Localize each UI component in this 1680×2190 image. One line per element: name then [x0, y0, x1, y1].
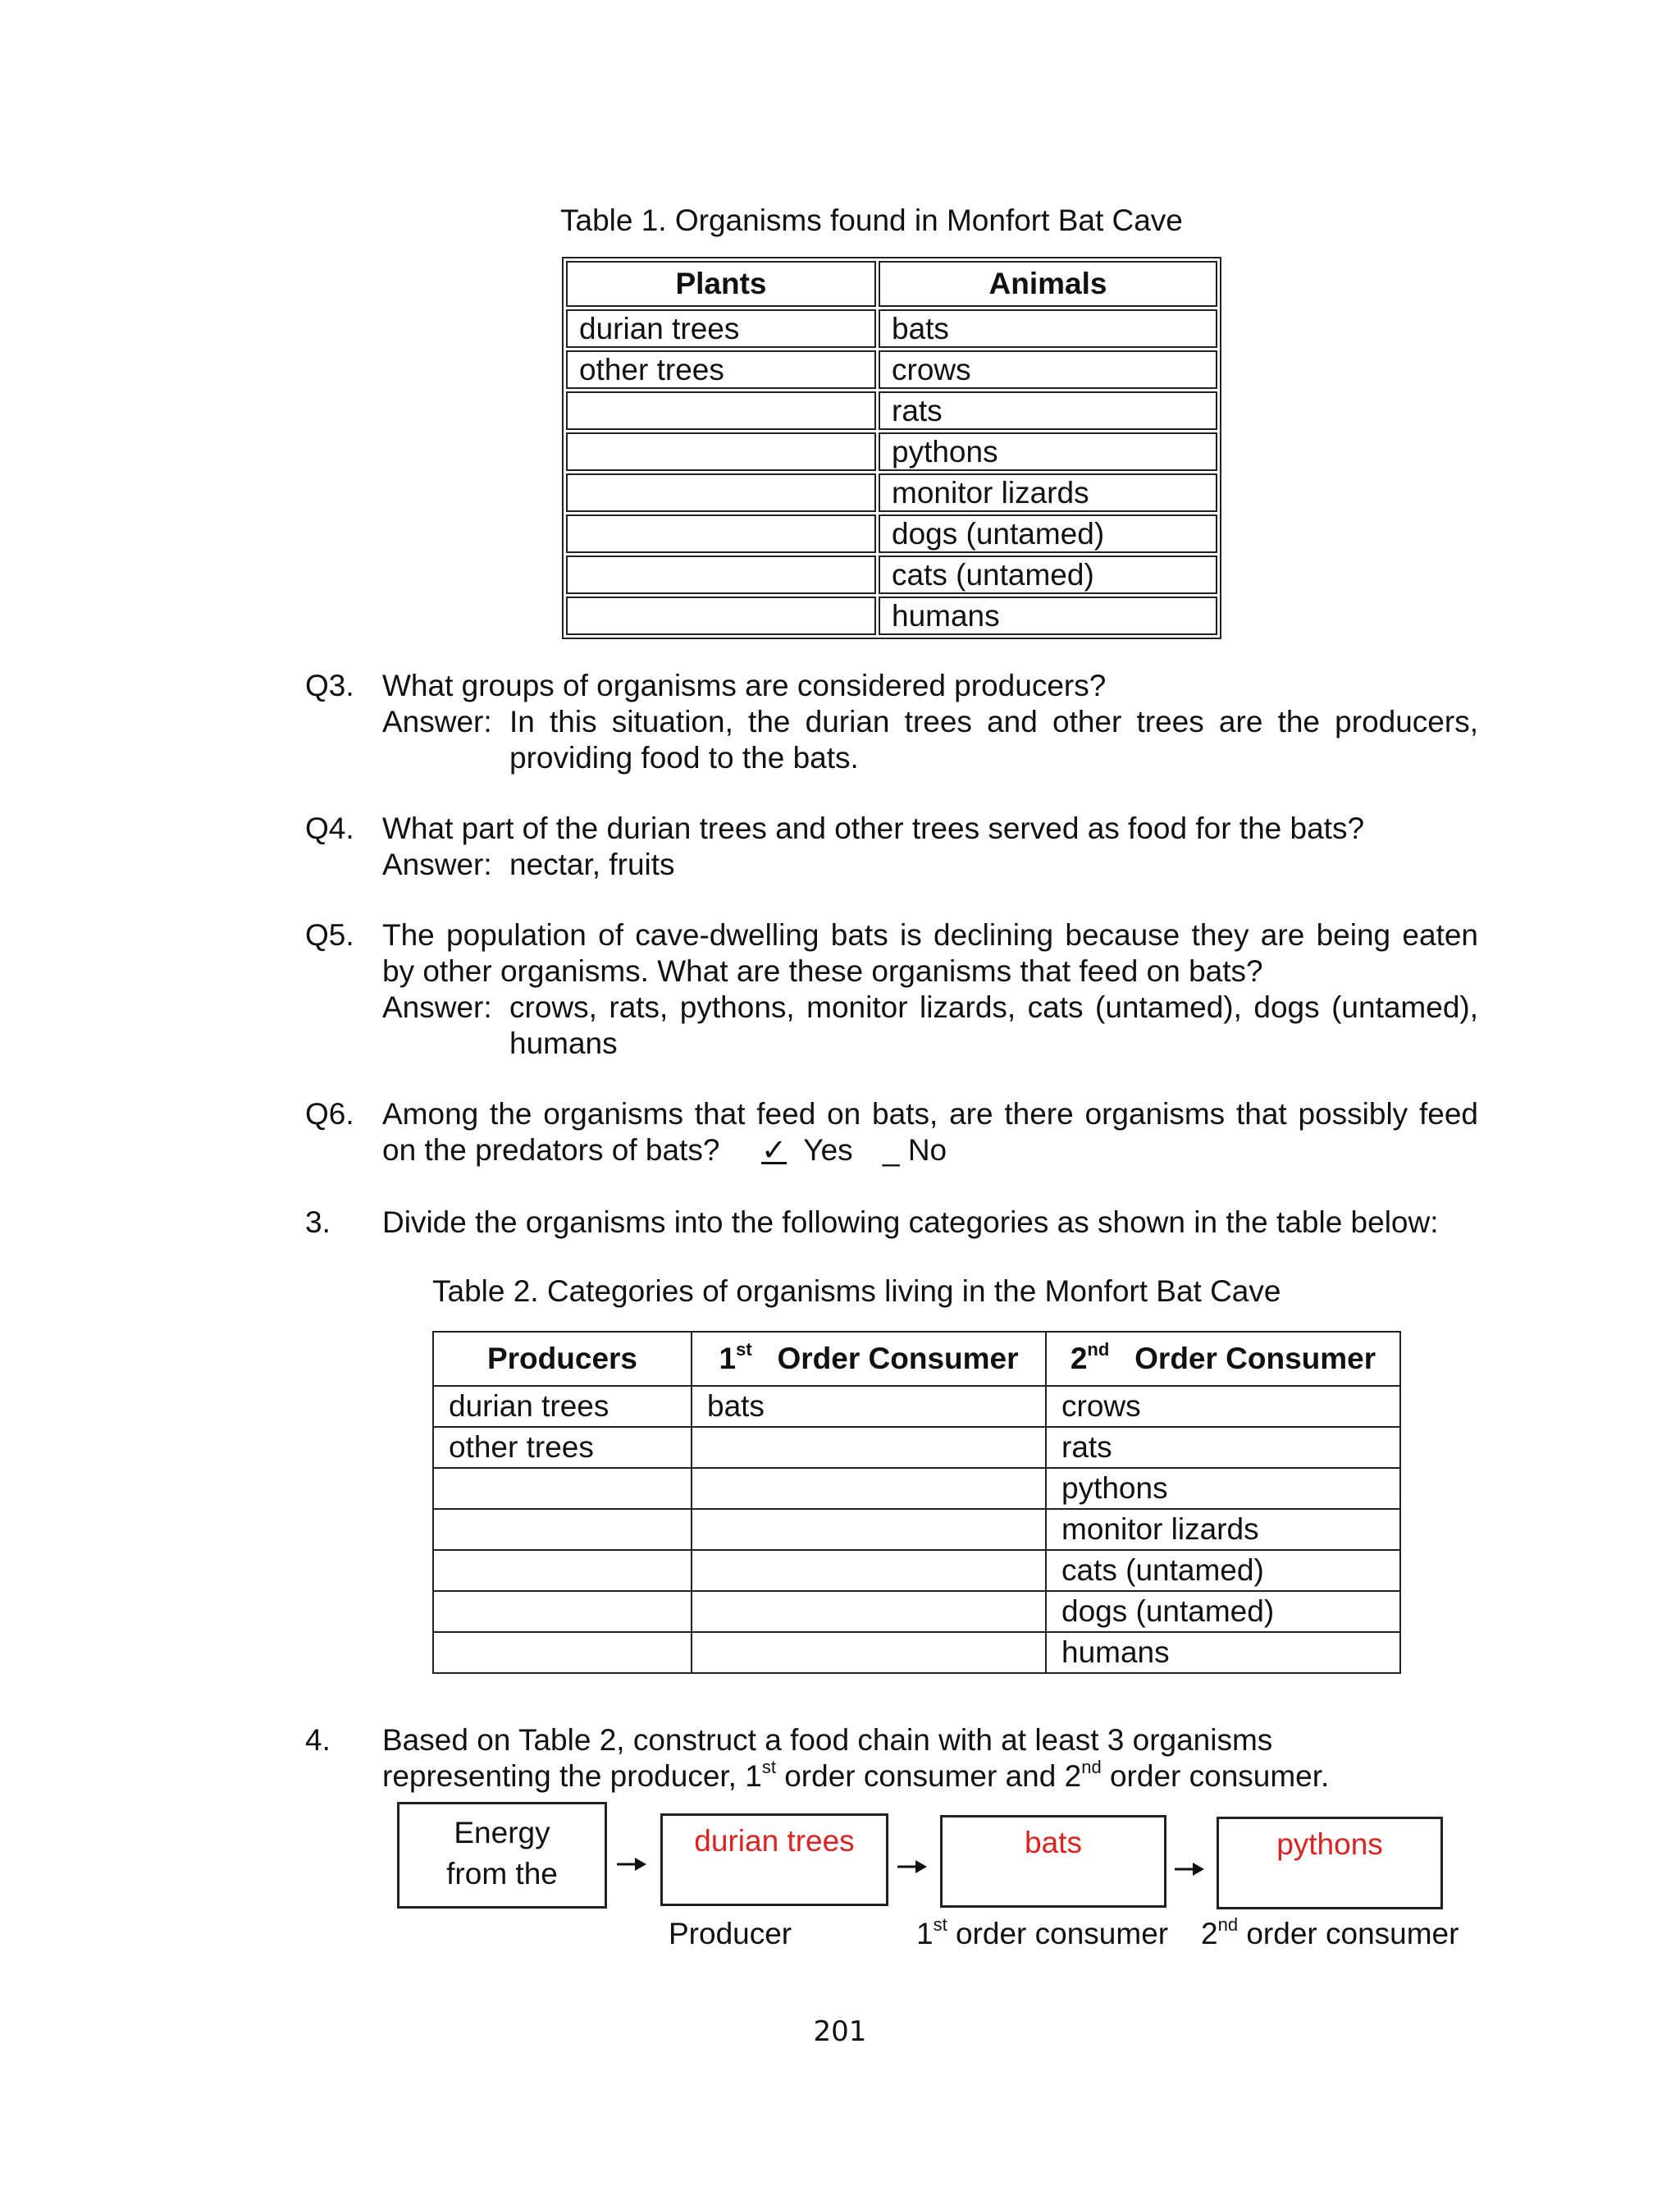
- table-cell: [566, 391, 876, 430]
- table-cell: [433, 1468, 692, 1509]
- producer-label: Producer: [669, 1917, 792, 1950]
- table-cell: durian trees: [566, 309, 876, 348]
- second-consumer-answer-box[interactable]: [1217, 1817, 1443, 1909]
- table-row: [566, 597, 1217, 635]
- categories-table: [432, 1331, 1401, 1674]
- table-cell: [692, 1591, 1046, 1632]
- table-cell: dogs (untamed): [879, 514, 1217, 553]
- table-row: [566, 514, 1217, 553]
- table-cell: dogs (untamed): [1046, 1591, 1400, 1632]
- table-cell: [692, 1427, 1046, 1468]
- table-header: 2nd Order Consumer: [1046, 1332, 1400, 1386]
- question-number: Q5.: [305, 918, 354, 952]
- table-row: [433, 1632, 1400, 1673]
- answer-text: In this situation, the durian trees and other trees are the producers, providing food to the bats.: [509, 705, 1478, 775]
- energy-line2: from the: [446, 1857, 558, 1891]
- step-text-line1: Based on Table 2, construct a food chain with at least 3 organisms: [382, 1723, 1273, 1757]
- table-cell: other trees: [433, 1427, 692, 1468]
- table-cell: [692, 1550, 1046, 1591]
- arrow-right-icon: [1175, 1861, 1204, 1877]
- table-cell: [566, 556, 876, 594]
- table-row: [566, 432, 1217, 471]
- table-row: [566, 556, 1217, 594]
- table-row: [433, 1591, 1400, 1632]
- second-consumer-answer: pythons: [1276, 1827, 1383, 1861]
- step-number: 3.: [305, 1205, 331, 1239]
- page-number: 201: [813, 2015, 867, 2048]
- table-cell: cats (untamed): [879, 556, 1217, 594]
- question-text: What part of the durian trees and other trees served as food for the bats?: [382, 812, 1365, 845]
- answer-label: Answer:: [382, 990, 492, 1024]
- table-row: [566, 473, 1217, 512]
- question-q5: [305, 917, 1478, 1065]
- table-cell: pythons: [1046, 1468, 1400, 1509]
- step-text-line2: representing the producer, 1st order consumer and 2nd order consumer.: [382, 1757, 1330, 1793]
- yes-option-label: Yes: [803, 1133, 853, 1167]
- table-cell: bats: [692, 1386, 1046, 1427]
- table-cell: other trees: [566, 350, 876, 389]
- answer-text: nectar, fruits: [509, 848, 675, 881]
- producer-answer-box[interactable]: [660, 1813, 888, 1906]
- energy-line1: Energy: [454, 1816, 550, 1849]
- table2-caption: Table 2. Categories of organisms living in the Monfort Bat Cave: [432, 1274, 1281, 1308]
- step-4: [305, 1722, 1478, 1804]
- question-q4: [305, 811, 1478, 893]
- table-cell: rats: [1046, 1427, 1400, 1468]
- table-cell: crows: [1046, 1386, 1400, 1427]
- table-header: Plants: [566, 261, 876, 307]
- step-text: Divide the organisms into the following categories as shown in the table below:: [382, 1205, 1439, 1239]
- question-number: Q3.: [305, 669, 354, 702]
- table1-caption: Table 1. Organisms found in Monfort Bat Cave: [560, 203, 1183, 237]
- arrow-right-icon: [617, 1856, 646, 1872]
- table-cell: [692, 1468, 1046, 1509]
- table-cell: crows: [879, 350, 1217, 389]
- question-text: What groups of organisms are considered producers?: [382, 669, 1107, 702]
- table-cell: [433, 1632, 692, 1673]
- first-consumer-answer-box[interactable]: [940, 1815, 1166, 1908]
- question-text: The population of cave-dwelling bats is declining because they are being eaten by other organisms. What are these organisms that feed on bats?: [382, 918, 1478, 988]
- table-cell: [433, 1550, 692, 1591]
- step-number: 4.: [305, 1723, 331, 1757]
- table-row: [433, 1550, 1400, 1591]
- table-row: [433, 1468, 1400, 1509]
- table-row: [566, 350, 1217, 389]
- question-number: Q4.: [305, 812, 354, 845]
- table-row: [433, 1509, 1400, 1550]
- energy-source-box: [397, 1802, 607, 1909]
- first-consumer-answer: bats: [1025, 1826, 1082, 1859]
- question-q6: [305, 1096, 1478, 1178]
- question-text: Among the organisms that feed on bats, are there organisms that possibly feed on the predators of bats?: [382, 1097, 1478, 1167]
- second-consumer-label: 2nd order consumer: [1201, 1914, 1459, 1950]
- first-consumer-label: 1st order consumer: [916, 1914, 1169, 1950]
- table-cell: [566, 597, 876, 635]
- table-cell: monitor lizards: [879, 473, 1217, 512]
- table-cell: [566, 432, 876, 471]
- table-header: 1st Order Consumer: [692, 1332, 1046, 1386]
- table-cell: cats (untamed): [1046, 1550, 1400, 1591]
- answer-label: Answer:: [382, 848, 492, 881]
- no-blank-mark[interactable]: _: [882, 1133, 900, 1167]
- organisms-table: [562, 257, 1221, 639]
- step-3: [305, 1205, 1478, 1246]
- table-cell: [566, 514, 876, 553]
- table-cell: rats: [879, 391, 1217, 430]
- table-cell: [566, 473, 876, 512]
- producer-answer: durian trees: [694, 1824, 855, 1858]
- table-cell: pythons: [879, 432, 1217, 471]
- question-q3: [305, 668, 1478, 783]
- table-cell: monitor lizards: [1046, 1509, 1400, 1550]
- table-cell: [433, 1591, 692, 1632]
- table-row: [566, 309, 1217, 348]
- arrow-right-icon: [897, 1859, 927, 1875]
- table-row: [566, 391, 1217, 430]
- table-cell: bats: [879, 309, 1217, 348]
- answer-label: Answer:: [382, 705, 492, 738]
- table-row: [433, 1427, 1400, 1468]
- table-cell: [692, 1632, 1046, 1673]
- table-row: [433, 1386, 1400, 1427]
- table-cell: durian trees: [433, 1386, 692, 1427]
- table-header: Producers: [433, 1332, 692, 1386]
- no-option-label: No: [907, 1133, 947, 1167]
- table-cell: [433, 1509, 692, 1550]
- table-cell: humans: [1046, 1632, 1400, 1673]
- yes-check-mark[interactable]: ✓: [761, 1133, 788, 1167]
- table-header: Animals: [879, 261, 1217, 307]
- table-cell: [692, 1509, 1046, 1550]
- table-cell: humans: [879, 597, 1217, 635]
- answer-text: crows, rats, pythons, monitor lizards, cats (untamed), dogs (untamed), humans: [509, 990, 1478, 1060]
- question-number: Q6.: [305, 1097, 354, 1131]
